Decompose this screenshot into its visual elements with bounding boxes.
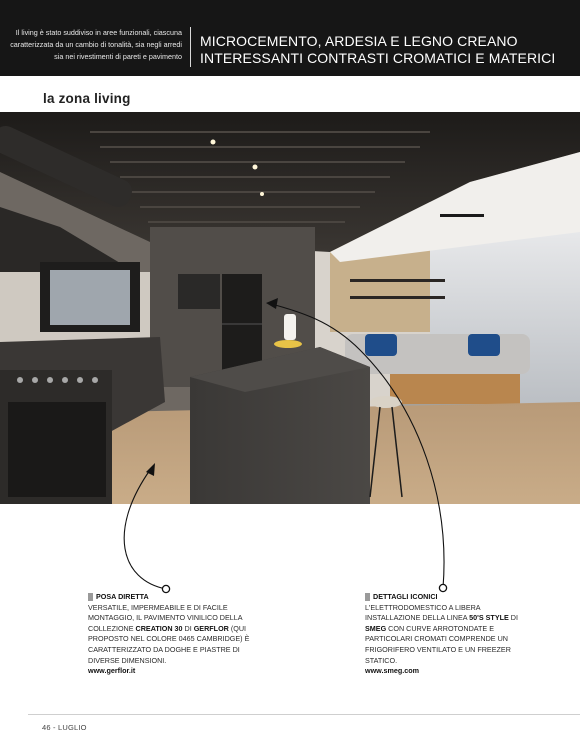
caption-fridge-title: DETTAGLI ICONICI <box>365 592 525 603</box>
caption-fridge-link[interactable]: www.smeg.com <box>365 666 420 676</box>
living-room-photo <box>0 112 580 504</box>
caption-floor-title: POSA DIRETTA <box>88 592 268 603</box>
photo-illustration <box>0 112 580 504</box>
header-divider <box>190 27 191 67</box>
caption-marker <box>365 593 370 601</box>
page-footer: 46 - LUGLIO <box>42 723 87 732</box>
caption-fridge-body: L'ELETTRODOMESTICO A LIBERA INSTALLAZIONE DELLA LINEA 50'S STYLE DI SMEG CON CURVE ARROTONDATE E PARTICOLARI CROMATI COMPRENDE UN FRIGORIFERO VENTILATO E UN FREEZER STATICO. <box>365 602 518 665</box>
caption-floor <box>88 592 268 677</box>
header-intro-text: Il living è stato suddiviso in aree funzionali, ciascuna caratterizzata da un cambio di tonalità, sia negli arredi sia nei rivestimenti di pareti e pavimento <box>10 28 182 61</box>
callout-dot-fridge <box>439 584 446 591</box>
caption-floor-body: VERSATILE, IMPERMEABILE E DI FACILE MONTAGGIO, IL PAVIMENTO VINILICO DELLA COLLEZIONE CREATION 30 DI GERFLOR (QUI PROPOSTO NEL COLORE 0465 CAMBRIDGE) È CARATTERIZZATO DA DOGHE E PIASTRE DI DIVERSE DIMENSIONI. <box>88 602 250 665</box>
header-band <box>0 0 580 76</box>
section-label: la zona living <box>43 91 131 106</box>
caption-marker <box>88 593 93 601</box>
caption-floor-link[interactable]: www.gerflor.it <box>88 666 136 676</box>
article-title: MICROCEMENTO, ARDESIA E LEGNO CREANO INTERESSANTI CONTRASTI CROMATICI E MATERICI <box>200 33 556 66</box>
footer-divider <box>28 714 580 715</box>
caption-fridge <box>365 592 525 677</box>
